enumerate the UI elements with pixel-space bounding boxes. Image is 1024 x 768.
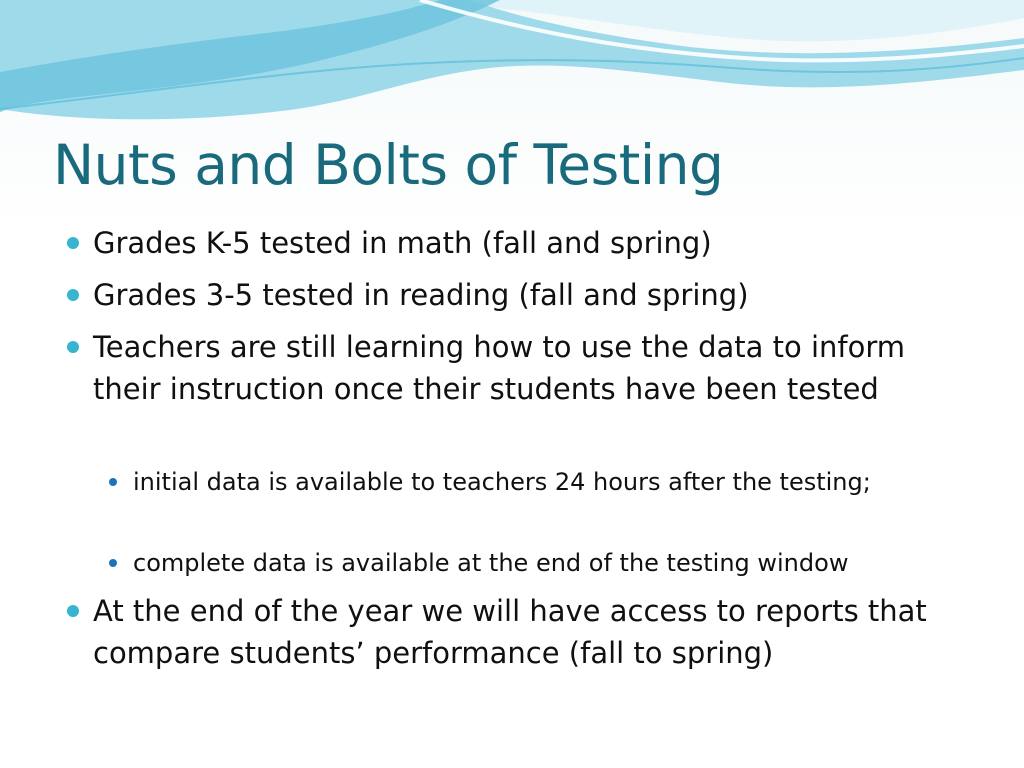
bullet-year-end-reports: At the end of the year we will have access to reports that compare students’ performance (fall to spring): [93, 590, 973, 674]
bullet-reading-testing: Grades 3-5 tested in reading (fall and spring): [93, 274, 973, 316]
sub-bullet-initial-data: initial data is available to teachers 24 hours after the testing;: [133, 465, 963, 499]
bullet-math-testing: Grades K-5 tested in math (fall and spring): [93, 222, 973, 264]
slide-title: Nuts and Bolts of Testing: [53, 133, 724, 197]
sub-bullet-complete-data: complete data is available at the end of the testing window: [133, 546, 963, 580]
bullet-teachers-learning: Teachers are still learning how to use the data to inform their instruction once their students have been tested: [93, 326, 973, 410]
